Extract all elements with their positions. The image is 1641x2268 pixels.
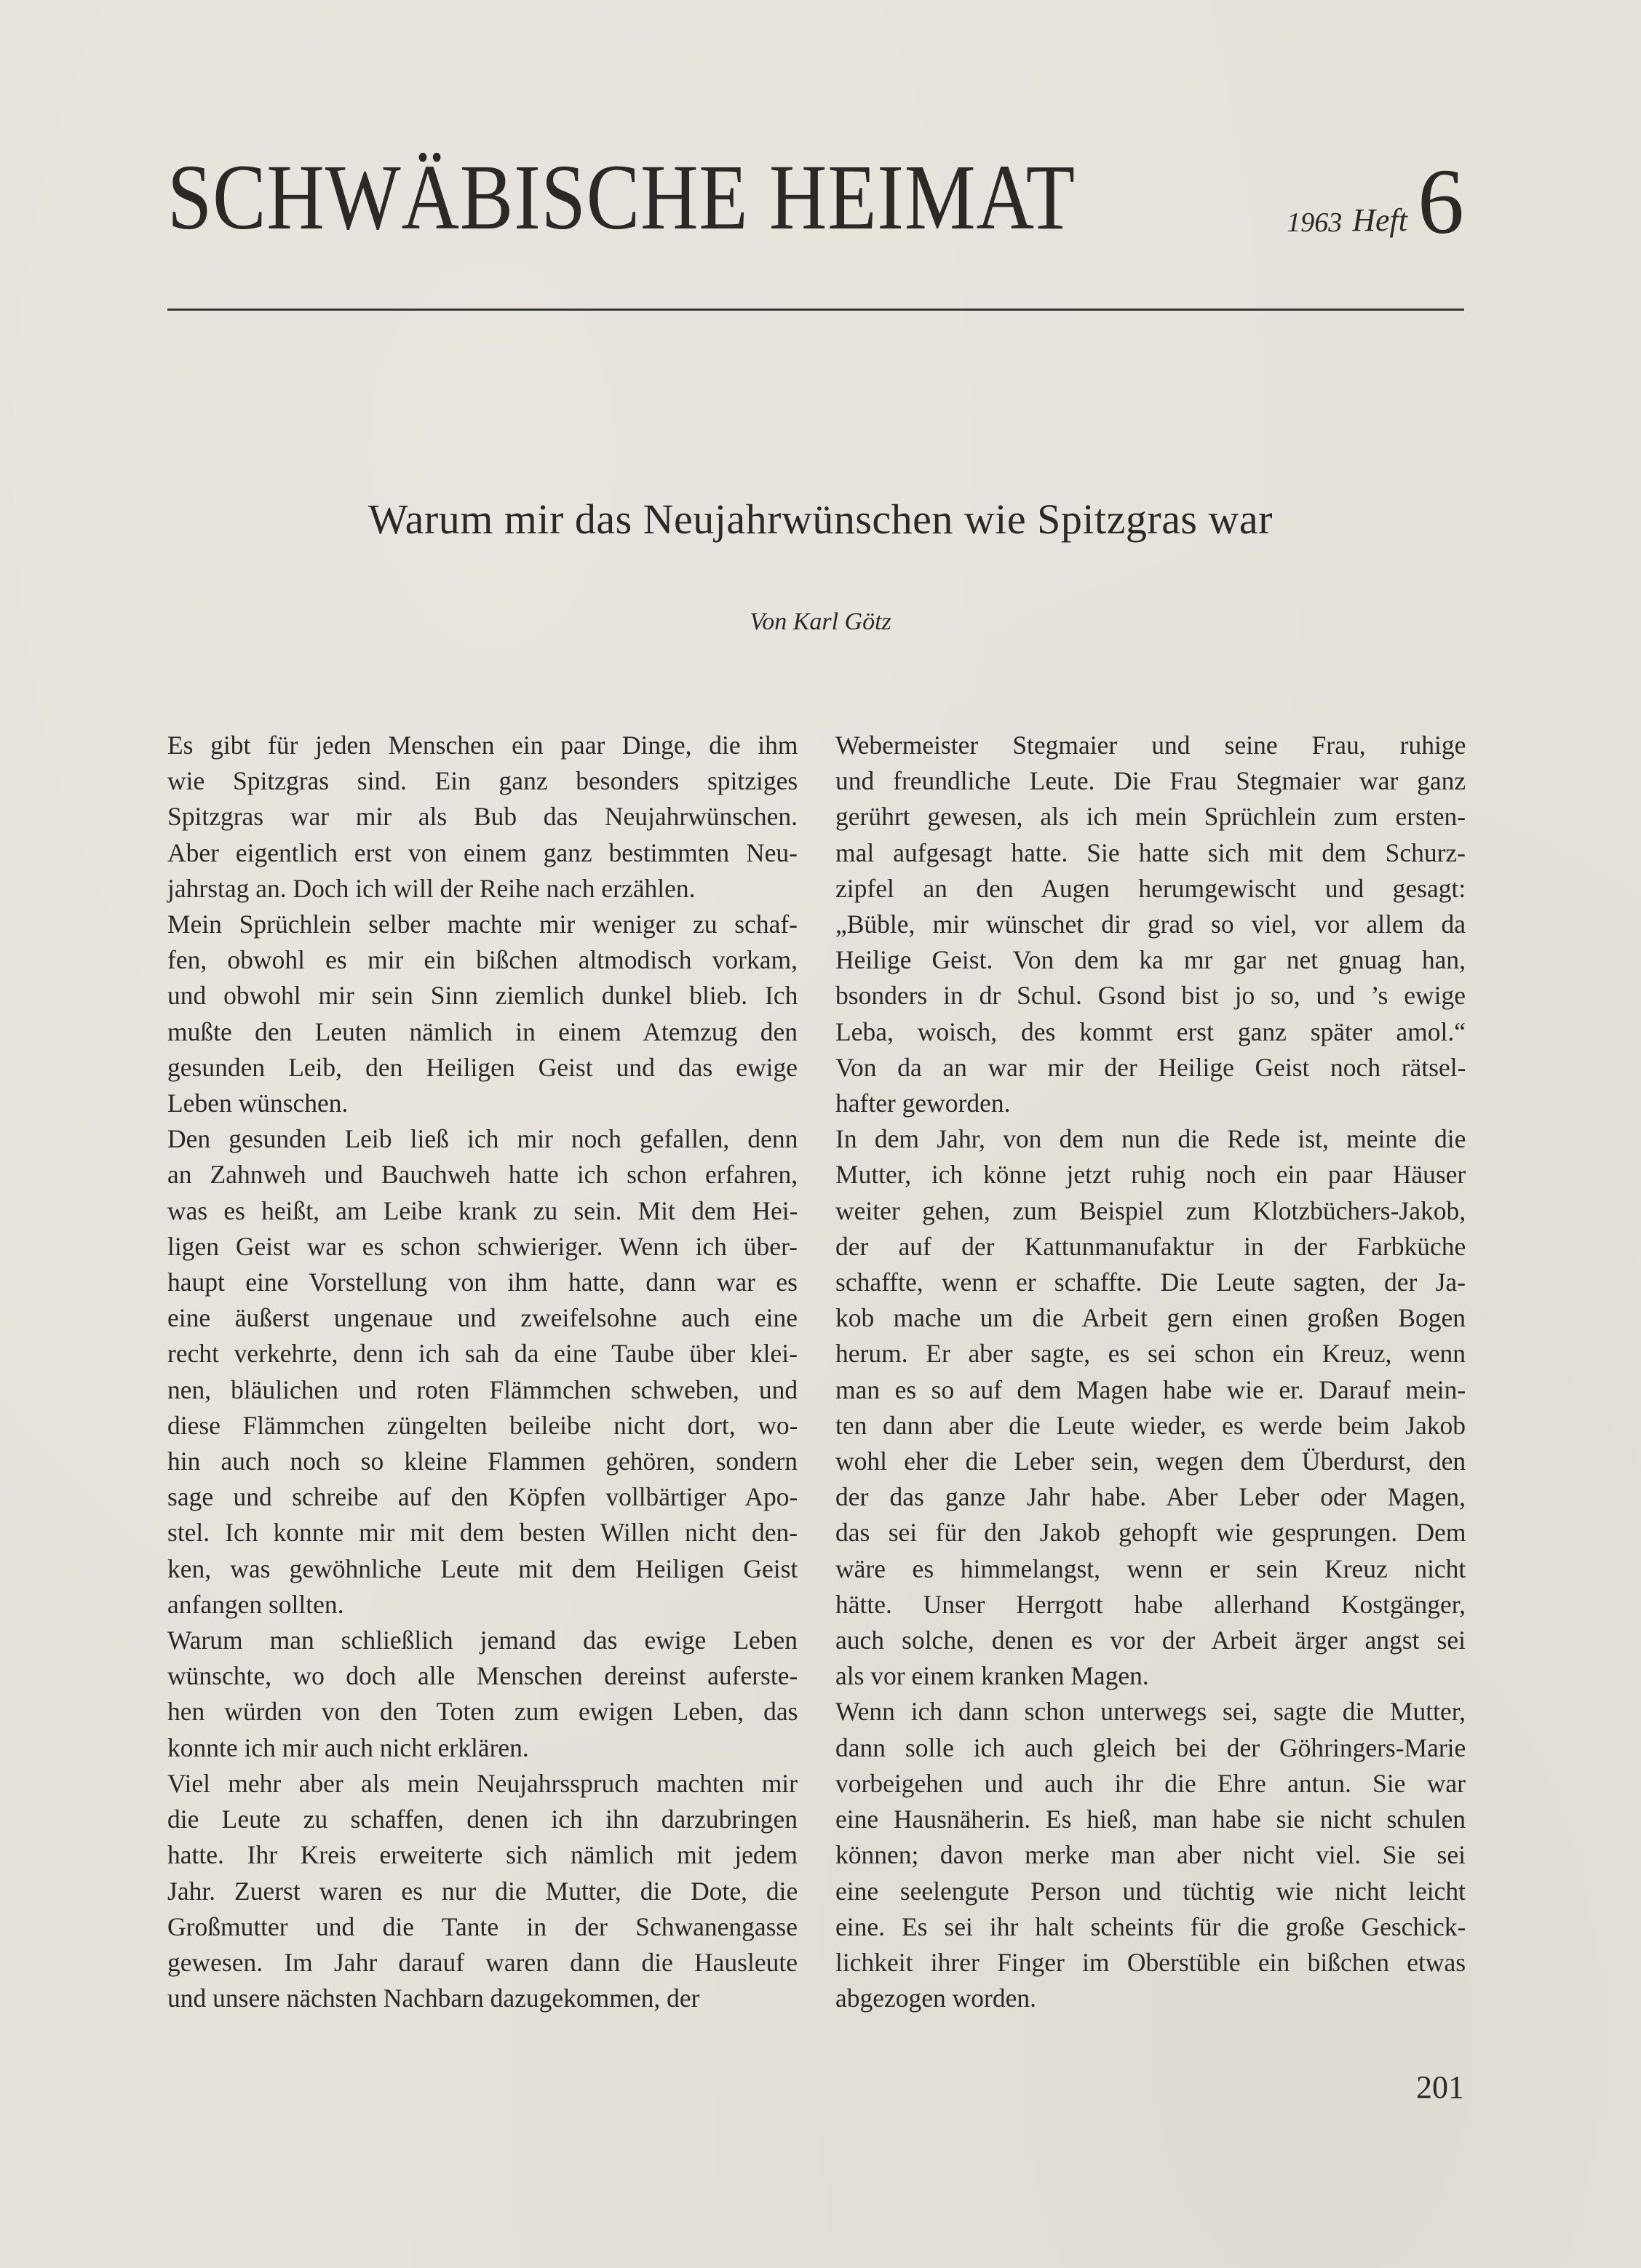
text-line: In dem Jahr, von dem nun die Rede ist, meinte die [835,1124,1466,1154]
text-line: stel. Ich konnte mir mit dem besten Willen nicht den- [167,1518,798,1548]
text-line: das sei für den Jakob gehopft wie gesprungen. Dem [835,1518,1466,1548]
text-line: und unsere nächsten Nachbarn dazugekommen, der [167,1983,700,2013]
text-line: zipfel an den Augen herumgewischt und gesagt: [835,873,1466,903]
text-line: eine äußerst ungenaue und zweifelsohne auch eine [167,1303,798,1333]
text-line: vorbeigehen und auch ihr die Ehre antun. Sie war [835,1768,1466,1798]
paragraph [835,1121,1466,1694]
text-line: herum. Er aber sagte, es sei schon ein Kreuz, wenn [835,1339,1466,1369]
text-line: jahrstag an. Doch ich will der Reihe nach erzählen. [167,873,696,903]
paragraph [167,907,798,1121]
text-line: hen würden von den Toten zum ewigen Leben, das [167,1697,798,1727]
text-line: hin auch noch so kleine Flammen gehören, sondern [167,1447,798,1476]
text-line: eine seelengute Person und tüchtig wie nicht leicht [835,1876,1466,1906]
text-line: was es heißt, am Leibe krank zu sein. Mit dem Hei- [167,1195,798,1225]
page-number: 201 [1416,2069,1464,2105]
issue-number: 6 [1418,149,1464,253]
text-line: gesunden Leib, den Heiligen Geist und das ewige [167,1052,798,1082]
text-line: Leben wünschen. [167,1089,349,1118]
text-line: ligen Geist war es schon schwieriger. Wenn ich über- [167,1231,798,1261]
text-line: Wenn ich dann schon unterwegs sei, sagte die Mutter, [835,1697,1466,1727]
paragraph [167,1121,798,1623]
text-line: mal aufgesagt hatte. Sie hatte sich mit dem Schurz- [835,837,1466,867]
paragraph [167,1766,798,2016]
text-line: mußte den Leuten nämlich in einem Atemzug den [167,1016,798,1046]
text-line: Viel mehr aber als mein Neujahrsspruch machten mir [167,1768,798,1798]
paragraph [835,728,1466,1121]
paragraph [835,1694,1466,2016]
text-line: Von da an war mir der Heilige Geist noch rätsel- [835,1052,1466,1082]
text-line: wie Spitzgras sind. Ein ganz besonders spitziges [167,766,798,796]
text-line: recht verkehrte, denn ich sah da eine Taube über klei- [167,1339,798,1369]
text-line: wäre es himmelangst, wenn er sein Kreuz nicht [835,1553,1466,1583]
text-line: ten dann aber die Leute wieder, es werde beim Jakob [835,1410,1466,1440]
masthead-divider [167,309,1464,311]
text-line: Großmutter und die Tante in der Schwanengasse [167,1911,798,1941]
text-line: als vor einem kranken Magen. [835,1661,1149,1691]
masthead [167,142,1464,253]
text-line: diese Flämmchen züngelten beileibe nicht dort, wo- [167,1410,798,1440]
text-line: Es gibt für jeden Menschen ein paar Dinge, die ihm [167,731,798,760]
text-line: Den gesunden Leib ließ ich mir noch gefallen, denn [167,1124,798,1154]
text-line: kob mache um die Arbeit gern einen großen Bogen [835,1303,1466,1333]
text-line: schaffte, wenn er schaffte. Die Leute sagten, der Ja- [835,1268,1466,1297]
text-line: bsonders in dr Schul. Gsond bist jo so, und ’s ewige [835,981,1466,1011]
text-line: der auf der Kattunmanufaktur in der Farbküche [835,1231,1466,1261]
text-line: und obwohl mir sein Sinn ziemlich dunkel blieb. Ich [167,981,798,1011]
text-line: Jahr. Zuerst waren es nur die Mutter, die Dote, die [167,1876,798,1906]
article-byline: Von Karl Götz [750,608,891,635]
article-column-right [835,728,1466,2016]
magazine-title: SCHWÄBISCHE HEIMAT [167,146,1076,249]
text-line: gewesen. Im Jahr darauf waren dann die Hausleute [167,1947,798,1977]
text-line: dann solle ich auch gleich bei der Göhringers-Marie [835,1732,1466,1762]
text-line: gerührt gewesen, als ich mein Sprüchlein zum ersten- [835,802,1466,832]
text-line: und freundliche Leute. Die Frau Stegmaier war ganz [835,766,1466,796]
text-line: hätte. Unser Herrgott habe allerhand Kostgänger, [835,1589,1466,1619]
text-line: Mutter, ich könne jetzt ruhig noch ein paar Häuser [835,1160,1466,1190]
text-line: der das ganze Jahr habe. Aber Leber oder Magen, [835,1482,1466,1512]
text-line: ken, was gewöhnliche Leute mit dem Heiligen Geist [167,1553,798,1583]
text-line: „Büble, mir wünschet dir grad so viel, vor allem da [835,910,1466,939]
text-line: Leba, woisch, des kommt erst ganz später amol.“ [835,1016,1466,1046]
text-line: Heilige Geist. Von dem ka mr gar net gnuag han, [835,945,1466,975]
text-line: Mein Sprüchlein selber machte mir weniger zu schaf- [167,910,798,939]
text-line: Aber eigentlich erst von einem ganz bestimmten Neu- [167,837,798,867]
text-line: abgezogen worden. [835,1983,1036,2013]
text-line: eine. Es sei ihr halt scheints für die große Geschick- [835,1911,1466,1941]
text-line: konnte ich mir auch nicht erklären. [167,1732,529,1762]
article-title: Warum mir das Neujahrwünschen wie Spitzgras war [368,496,1273,543]
text-line: lichkeit ihrer Finger im Oberstüble ein bißchen etwas [835,1947,1466,1977]
text-line: können; davon merke man aber nicht viel. Sie sei [835,1840,1466,1870]
article-column-left [167,728,798,2016]
text-line: hafter geworden. [835,1089,1011,1118]
text-line: man es so auf dem Magen habe wie er. Darauf mein- [835,1374,1466,1404]
text-line: nen, bläulichen und roten Flämmchen schweben, und [167,1374,798,1404]
text-line: die Leute zu schaffen, denen ich ihn darzubringen [167,1805,798,1834]
text-line: eine Hausnäherin. Es hieß, man habe sie nicht schulen [835,1805,1466,1834]
text-line: auch solche, denen es vor der Arbeit ärger angst sei [835,1626,1466,1655]
issue-heft-label: Heft [1352,202,1407,238]
text-line: Webermeister Stegmaier und seine Frau, ruhige [835,731,1466,760]
paragraph [167,728,798,907]
text-line: Warum man schließlich jemand das ewige Leben [167,1626,798,1655]
issue-year: 1963 [1287,207,1343,238]
text-line: wünschte, wo doch alle Menschen dereinst auferste- [167,1661,798,1691]
text-line: haupt eine Vorstellung von ihm hatte, dann war es [167,1268,798,1297]
issue-info [1287,149,1464,253]
text-line: weiter gehen, zum Beispiel zum Klotzbüchers-Jakob, [835,1195,1466,1225]
text-line: fen, obwohl es mir ein bißchen altmodisch vorkam, [167,945,798,975]
text-line: Spitzgras war mir als Bub das Neujahrwünschen. [167,802,798,832]
text-line: sage und schreibe auf den Köpfen vollbärtiger Apo- [167,1482,798,1512]
text-line: an Zahnweh und Bauchweh hatte ich schon erfahren, [167,1160,798,1190]
text-line: anfangen sollten. [167,1589,344,1619]
text-line: wohl eher die Leber sein, wegen dem Überdurst, den [835,1447,1466,1476]
text-line: hatte. Ihr Kreis erweiterte sich nämlich mit jedem [167,1840,798,1870]
paragraph [167,1623,798,1766]
